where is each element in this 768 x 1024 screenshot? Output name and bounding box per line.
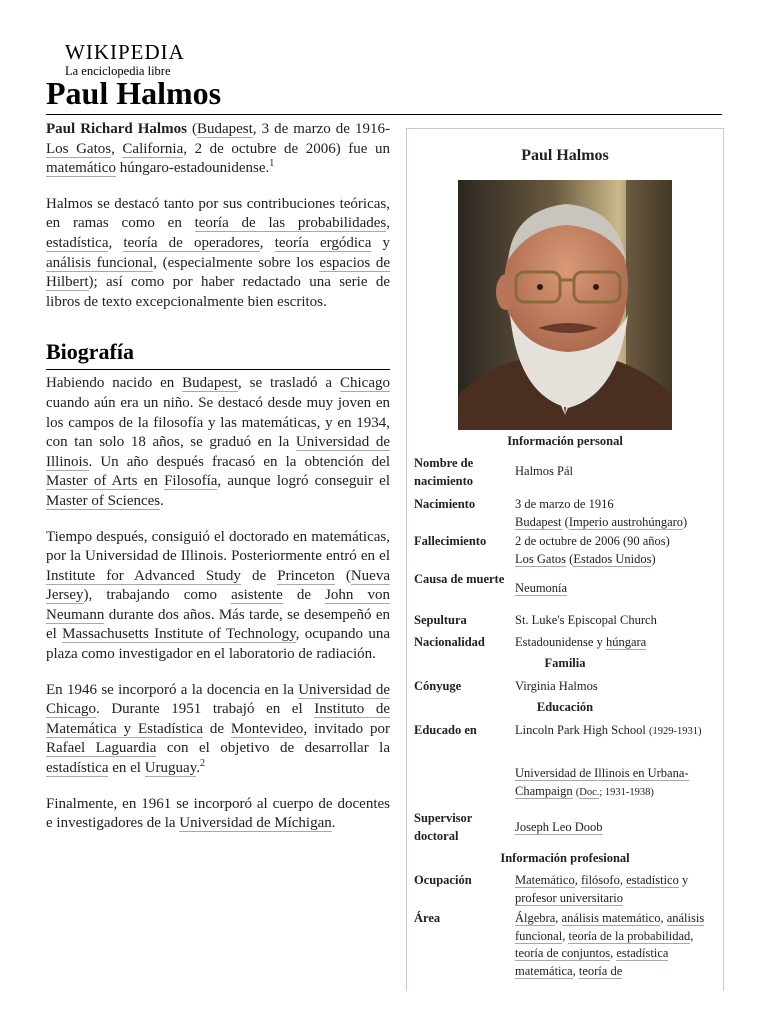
text: , (especialmente sobre los — [153, 254, 320, 271]
link-budapest-infobox[interactable]: Budapest — [515, 514, 562, 529]
link-analisis-matematico[interactable]: análisis matemático — [561, 911, 661, 925]
text: y — [371, 234, 391, 251]
text: ), trabajando como — [83, 587, 232, 604]
text: húngaro-estadounidense. — [115, 160, 270, 177]
label: Nacionalidad — [414, 635, 485, 649]
text: . — [196, 760, 200, 777]
infobox-row-nationality — [414, 634, 716, 652]
link-estadistica-2[interactable]: estadística — [46, 760, 109, 777]
birth-date: 3 de marzo de 1916 — [515, 497, 614, 511]
text: cuando aún era un niño. Se destacó desde muy joven en los campos de la filosofía y las matemáticas, y en 1934, con tan solo 18 años, se graduó en la — [46, 394, 390, 451]
label: Cónyuge — [414, 679, 462, 693]
value — [515, 819, 715, 837]
text: ( — [186, 121, 197, 137]
death-date: 2 de octubre de 2006 (90 años) — [515, 534, 670, 548]
value: Álgebra, análisis matemático, análisis funcional, teoría de la probabilidad, teoría de conjuntos, estadística matemática, teoría de — [515, 911, 705, 978]
link-filosofia[interactable]: Filosofía — [164, 473, 218, 490]
text: de — [203, 720, 231, 737]
infobox-section-educacion: Educación — [536, 700, 594, 714]
link-california[interactable]: California — [122, 140, 184, 157]
text: Finalmente, en 1961 se incorporó al cuerpo de docentes e investigadores de la — [46, 795, 390, 832]
page-title: Paul Halmos — [46, 75, 222, 111]
link-los-gatos[interactable]: Los Gatos — [46, 140, 112, 157]
text: Tiempo después, consiguió el doctorado en matemáticas, por la Universidad de Illinois. Posteriormente entró en el — [46, 528, 390, 565]
label: Nombre de nacimiento — [414, 456, 474, 488]
text: Habiendo nacido en — [46, 375, 183, 392]
wikipedia-logo[interactable] — [65, 40, 195, 78]
label: Ocupación — [414, 873, 472, 887]
text: , — [111, 140, 123, 157]
text: , se trasladó a — [238, 375, 340, 392]
school-1-years: (1929-1931) — [649, 726, 702, 737]
link-von-neumann[interactable]: John von Neumann — [46, 587, 390, 623]
infobox-row-area — [414, 910, 716, 986]
link-budapest[interactable]: Budapest — [196, 121, 253, 137]
text: de — [282, 587, 326, 604]
link-teoria-conjuntos[interactable]: teoría de conjuntos — [515, 946, 611, 960]
infobox-row-birth-name — [414, 455, 716, 491]
section-heading-biografia: Biografía — [46, 338, 390, 370]
lead-paragraph — [46, 120, 390, 179]
paragraph-michigan — [46, 795, 390, 834]
value: St. Luke's Episcopal Church — [515, 613, 657, 627]
text: en el — [108, 760, 145, 777]
text: ); así como por haber redactado una serie de libros de texto excepcionalmente bien escritos. — [46, 274, 390, 310]
text: . — [331, 815, 336, 832]
paragraph-career — [46, 528, 390, 665]
label: Nacimiento — [414, 497, 476, 511]
link-budapest-2[interactable]: Budapest — [182, 375, 238, 392]
link-teoria-de[interactable]: teoría de — [578, 963, 623, 978]
label: Sepultura — [414, 613, 467, 627]
link-los-gatos-infobox[interactable]: Los Gatos — [515, 551, 567, 566]
link-filosofo[interactable]: filósofo — [580, 873, 620, 887]
value — [515, 634, 715, 652]
text: . Durante 1951 trabajó en el — [96, 701, 315, 718]
link-ias[interactable]: Institute for Advanced Study — [46, 567, 241, 584]
paragraph-early-life — [46, 374, 390, 511]
value — [515, 765, 715, 801]
infobox-row-occupation — [414, 872, 716, 908]
text: con el objetivo de desarrollar la — [156, 740, 390, 757]
portrait-photo[interactable] — [458, 180, 672, 430]
value: 2 de octubre de 2006 (90 años) Los Gatos (Estados Unidos) — [515, 534, 670, 566]
link-montevideo[interactable]: Montevideo — [230, 720, 304, 737]
link-laguardia[interactable]: Rafael Laguardia — [46, 740, 157, 757]
link-ergodica[interactable]: teoría ergódica — [274, 234, 372, 251]
text: , — [108, 234, 124, 251]
value: Matemático, filósofo, estadístico y profesor universitario — [515, 873, 689, 905]
link-master-arts[interactable]: Master of Arts — [46, 473, 138, 490]
value: Halmos Pál — [515, 464, 573, 478]
label: Fallecimiento — [414, 534, 487, 548]
text: Estadounidense y — [515, 635, 606, 649]
infobox-row-birth — [414, 496, 716, 532]
article-body — [46, 120, 390, 850]
reference-1[interactable]: 1 — [269, 158, 275, 170]
text: ( — [334, 567, 351, 584]
text: Halmos se destacó tanto por sus contribuciones teóricas, en ramas como en — [46, 195, 390, 232]
infobox-row-education-2 — [414, 765, 716, 805]
link-doob[interactable]: Joseph Leo Doob — [515, 820, 603, 834]
link-illinois[interactable]: Universidad de Illinois — [46, 434, 390, 470]
value: Virginia Halmos — [515, 679, 598, 693]
link-estadistico[interactable]: estadístico — [626, 873, 679, 887]
link-algebra[interactable]: Álgebra — [515, 911, 556, 925]
text: durante dos años. Más tarde, se desempeñó en el — [46, 606, 390, 643]
text: , 2 de octubre de 2006) fue un — [183, 140, 391, 157]
link-analisis-funcional-infobox[interactable]: análisis funcional — [515, 911, 705, 943]
link-michigan[interactable]: Universidad de Míchigan — [179, 815, 332, 832]
infobox-section-familia: Familia — [544, 656, 586, 670]
infobox-title: Paul Halmos — [521, 147, 609, 164]
link-hilbert[interactable]: espacios de Hilbert — [46, 254, 391, 291]
value — [515, 722, 715, 741]
link-matematico-infobox[interactable]: Matemático — [515, 873, 575, 887]
text: de — [240, 567, 278, 584]
link-matematico[interactable]: matemático — [46, 160, 116, 177]
link-operadores[interactable]: teoría de operadores — [123, 234, 260, 251]
link-estados-unidos[interactable]: Estados Unidos — [573, 551, 652, 566]
link-estadistica[interactable]: estadística — [46, 234, 109, 251]
link-neumonia[interactable]: Neumonía — [515, 581, 568, 595]
link-analisis-funcional[interactable]: análisis funcional — [46, 254, 154, 271]
title-divider — [46, 114, 722, 115]
link-hungara[interactable]: húngara — [605, 635, 647, 649]
text: En 1946 se incorporó a la docencia en la — [46, 681, 299, 698]
link-master-sciences[interactable]: Master of Sciences — [46, 492, 161, 509]
school-2-detail: (Doc.; 1931-1938) — [575, 786, 654, 798]
label: Educado en — [414, 723, 477, 737]
link-doc[interactable]: Doc. — [579, 786, 600, 798]
link-imperio[interactable]: Imperio austrohúngaro — [568, 514, 684, 529]
text: , invitado por — [303, 720, 390, 737]
text: . — [160, 492, 164, 509]
link-asistente[interactable]: asistente — [231, 587, 283, 604]
text: en — [137, 473, 165, 490]
reference-2[interactable]: 2 — [199, 758, 205, 770]
link-uruguay[interactable]: Uruguay — [144, 760, 197, 777]
text: , — [259, 234, 275, 251]
value — [515, 580, 715, 598]
infobox-row-death — [414, 533, 716, 569]
infobox — [406, 128, 724, 991]
infobox-row-advisor — [414, 810, 716, 846]
link-illinois-urbana[interactable]: Universidad de Illinois en Urbana-Champaign — [515, 766, 689, 798]
infobox-section-personal: Información personal — [507, 434, 623, 448]
school-2-years: ; 1931-1938) — [599, 786, 654, 798]
link-nueva-jersey[interactable]: Nueva Jersey — [46, 567, 390, 604]
link-estadistica-matematica[interactable]: estadística matemática — [515, 946, 669, 978]
logo-wordmark: WIKIPEDIA — [65, 40, 185, 64]
infobox-row-education — [414, 722, 716, 762]
link-teoria-probabilidad[interactable]: teoría de la probabilidad — [568, 928, 691, 943]
text: , — [386, 215, 390, 232]
paragraph-teaching — [46, 681, 390, 779]
link-instituto[interactable]: Instituto de Matemática y Estadística — [46, 701, 390, 737]
label: Causa de muerte — [414, 572, 505, 586]
text: . Un año después fracasó en la obtención del — [88, 453, 390, 470]
label: Supervisor doctoral — [414, 811, 473, 843]
link-mit[interactable]: Massachusetts Institute of Technology — [62, 626, 296, 643]
value: 3 de marzo de 1916 Budapest (Imperio austrohúngaro) — [515, 497, 688, 529]
infobox-row-cause — [414, 571, 716, 607]
paragraph-contributions — [46, 195, 390, 313]
link-profesor[interactable]: profesor universitario — [515, 890, 623, 905]
link-chicago[interactable]: Chicago — [340, 375, 390, 392]
link-uchicago[interactable]: Universidad de Chicago — [46, 681, 390, 718]
text: , 3 de marzo de 1916- — [252, 121, 390, 137]
text: , ocupando una plaza como investigador en el laboratorio de radiación. — [46, 626, 390, 663]
text: , aunque logró conseguir el — [217, 473, 391, 490]
link-probabilidades[interactable]: teoría de las probabilidades — [194, 215, 387, 232]
infobox-row-burial — [414, 612, 716, 630]
infobox-section-profesional: Información profesional — [500, 851, 630, 865]
label: Área — [414, 911, 441, 925]
school-1: Lincoln Park High School — [515, 723, 646, 737]
portrait-image — [458, 180, 672, 430]
subject-name: Paul Richard Halmos — [46, 121, 187, 137]
logo-tagline: La enciclopedia libre — [65, 64, 171, 78]
link-princeton[interactable]: Princeton — [277, 567, 335, 584]
infobox-row-spouse — [414, 678, 716, 696]
